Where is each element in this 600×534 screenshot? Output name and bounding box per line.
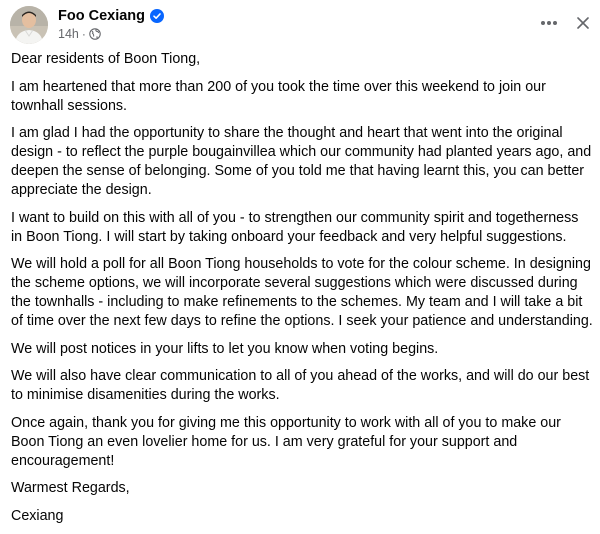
globe-icon[interactable] bbox=[89, 28, 101, 40]
more-horizontal-icon bbox=[540, 20, 558, 26]
author-row bbox=[58, 8, 164, 24]
avatar[interactable] bbox=[10, 6, 48, 44]
post-paragraph: I am heartened that more than 200 of you took the time over this weekend to join our townhall sessions. bbox=[11, 78, 546, 114]
meta-separator: · bbox=[81, 27, 86, 41]
post-paragraph: We will also have clear communication to all of you ahead of the works, and will do our best to minimise disamenities during the works. bbox=[11, 368, 590, 403]
post-timestamp[interactable]: 14h bbox=[58, 27, 79, 41]
more-options-button[interactable] bbox=[536, 12, 562, 34]
post-body bbox=[11, 50, 593, 534]
post-header bbox=[10, 6, 590, 46]
post-paragraph: I want to build on this with all of you - to strengthen our community spirit and togetherness in Boon Tiong. I will start by taking onboard your feedback and very helpful suggestions. bbox=[11, 209, 579, 245]
close-button[interactable] bbox=[572, 12, 594, 34]
close-icon bbox=[577, 17, 589, 29]
post-paragraph: We will hold a poll for all Boon Tiong households to vote for the colour scheme. In designing the scheme options, we will incorporate several suggestions which were discussed during the townhalls - including to make refinements to the schemes. My team and I will take a bit of time over the next few days to refine the options. I seek your patience and understanding. bbox=[11, 256, 593, 329]
post-paragraph: We will post notices in your lifts to let you know when voting begins. bbox=[11, 340, 439, 357]
profile-photo bbox=[10, 6, 48, 44]
post-closing: Warmest Regards, bbox=[11, 480, 130, 496]
post-signature: Cexiang bbox=[11, 507, 64, 524]
post-greeting: Dear residents of Boon Tiong, bbox=[11, 51, 201, 67]
post-paragraph: Once again, thank you for giving me this opportunity to work with all of you to make our Boon Tiong an even lovelier home for us. I am very grateful for your support and encouragement! bbox=[11, 414, 561, 469]
verified-badge-icon bbox=[150, 9, 164, 23]
author-name[interactable]: Foo Cexiang bbox=[58, 8, 146, 24]
post-paragraph: I am glad I had the opportunity to share the thought and heart that went into the original design - to reflect the purple bougainvillea which our community had planted years ago, and deepen the sense of belonging. Some of you told me that having learnt this, you can better appreciate the design. bbox=[11, 125, 592, 198]
post-meta bbox=[58, 27, 101, 41]
